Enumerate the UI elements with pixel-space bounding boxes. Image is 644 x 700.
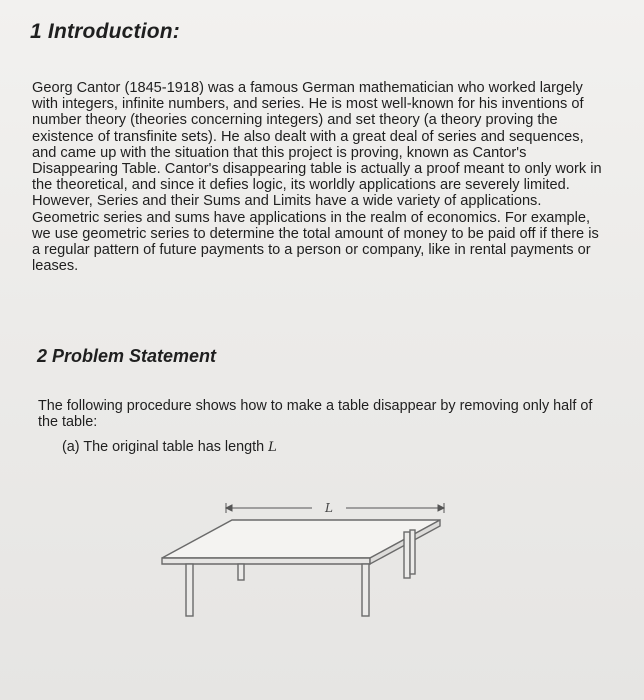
section-2-heading: 2 Problem Statement bbox=[37, 346, 217, 366]
list-item-a bbox=[62, 439, 277, 455]
list-item-a-text: (a) The original table has length bbox=[62, 439, 269, 455]
section-1-heading: 1 Introduction: bbox=[30, 20, 180, 43]
table-leg-back-left bbox=[238, 564, 244, 580]
table-leg-back-right bbox=[404, 532, 410, 578]
length-label: L bbox=[325, 501, 333, 515]
introduction-paragraph: Georg Cantor (1845-1918) was a famous German mathematician who worked largely with integers, infinite numbers, and series. He is most well-known for his inventions of number theory (theories concerning integers) and set theory (a theory proving the existence of transfinite sets). He also dealt with a great deal of series and sequences, and came up with the situation that this project is proving, known as Cantor's Disappearing Table. Cantor's disappearing table is actually a proof meant to only work in the theoretical, and since it defies logic, its worldly applications are severely limited. However, Series and their Sums and Limits have a wide variety of applications. Geometric series and sums have applications in the realm of economics. For example, we use geometric series to determine the total amount of money to be paid off if there is a regular pattern of future payments to a person or company, like in rental payments or leases. bbox=[32, 80, 602, 275]
length-dimension-line bbox=[226, 503, 444, 513]
table-leg-front-right bbox=[362, 564, 369, 616]
table-leg-back-right-inner bbox=[410, 530, 415, 574]
table-illustration bbox=[150, 490, 450, 620]
table-top bbox=[162, 520, 440, 564]
problem-statement-paragraph: The following procedure shows how to make a table disappear by removing only half of the table: bbox=[38, 398, 593, 430]
table-leg-front-left bbox=[186, 564, 193, 616]
list-item-a-variable: L bbox=[268, 440, 277, 455]
